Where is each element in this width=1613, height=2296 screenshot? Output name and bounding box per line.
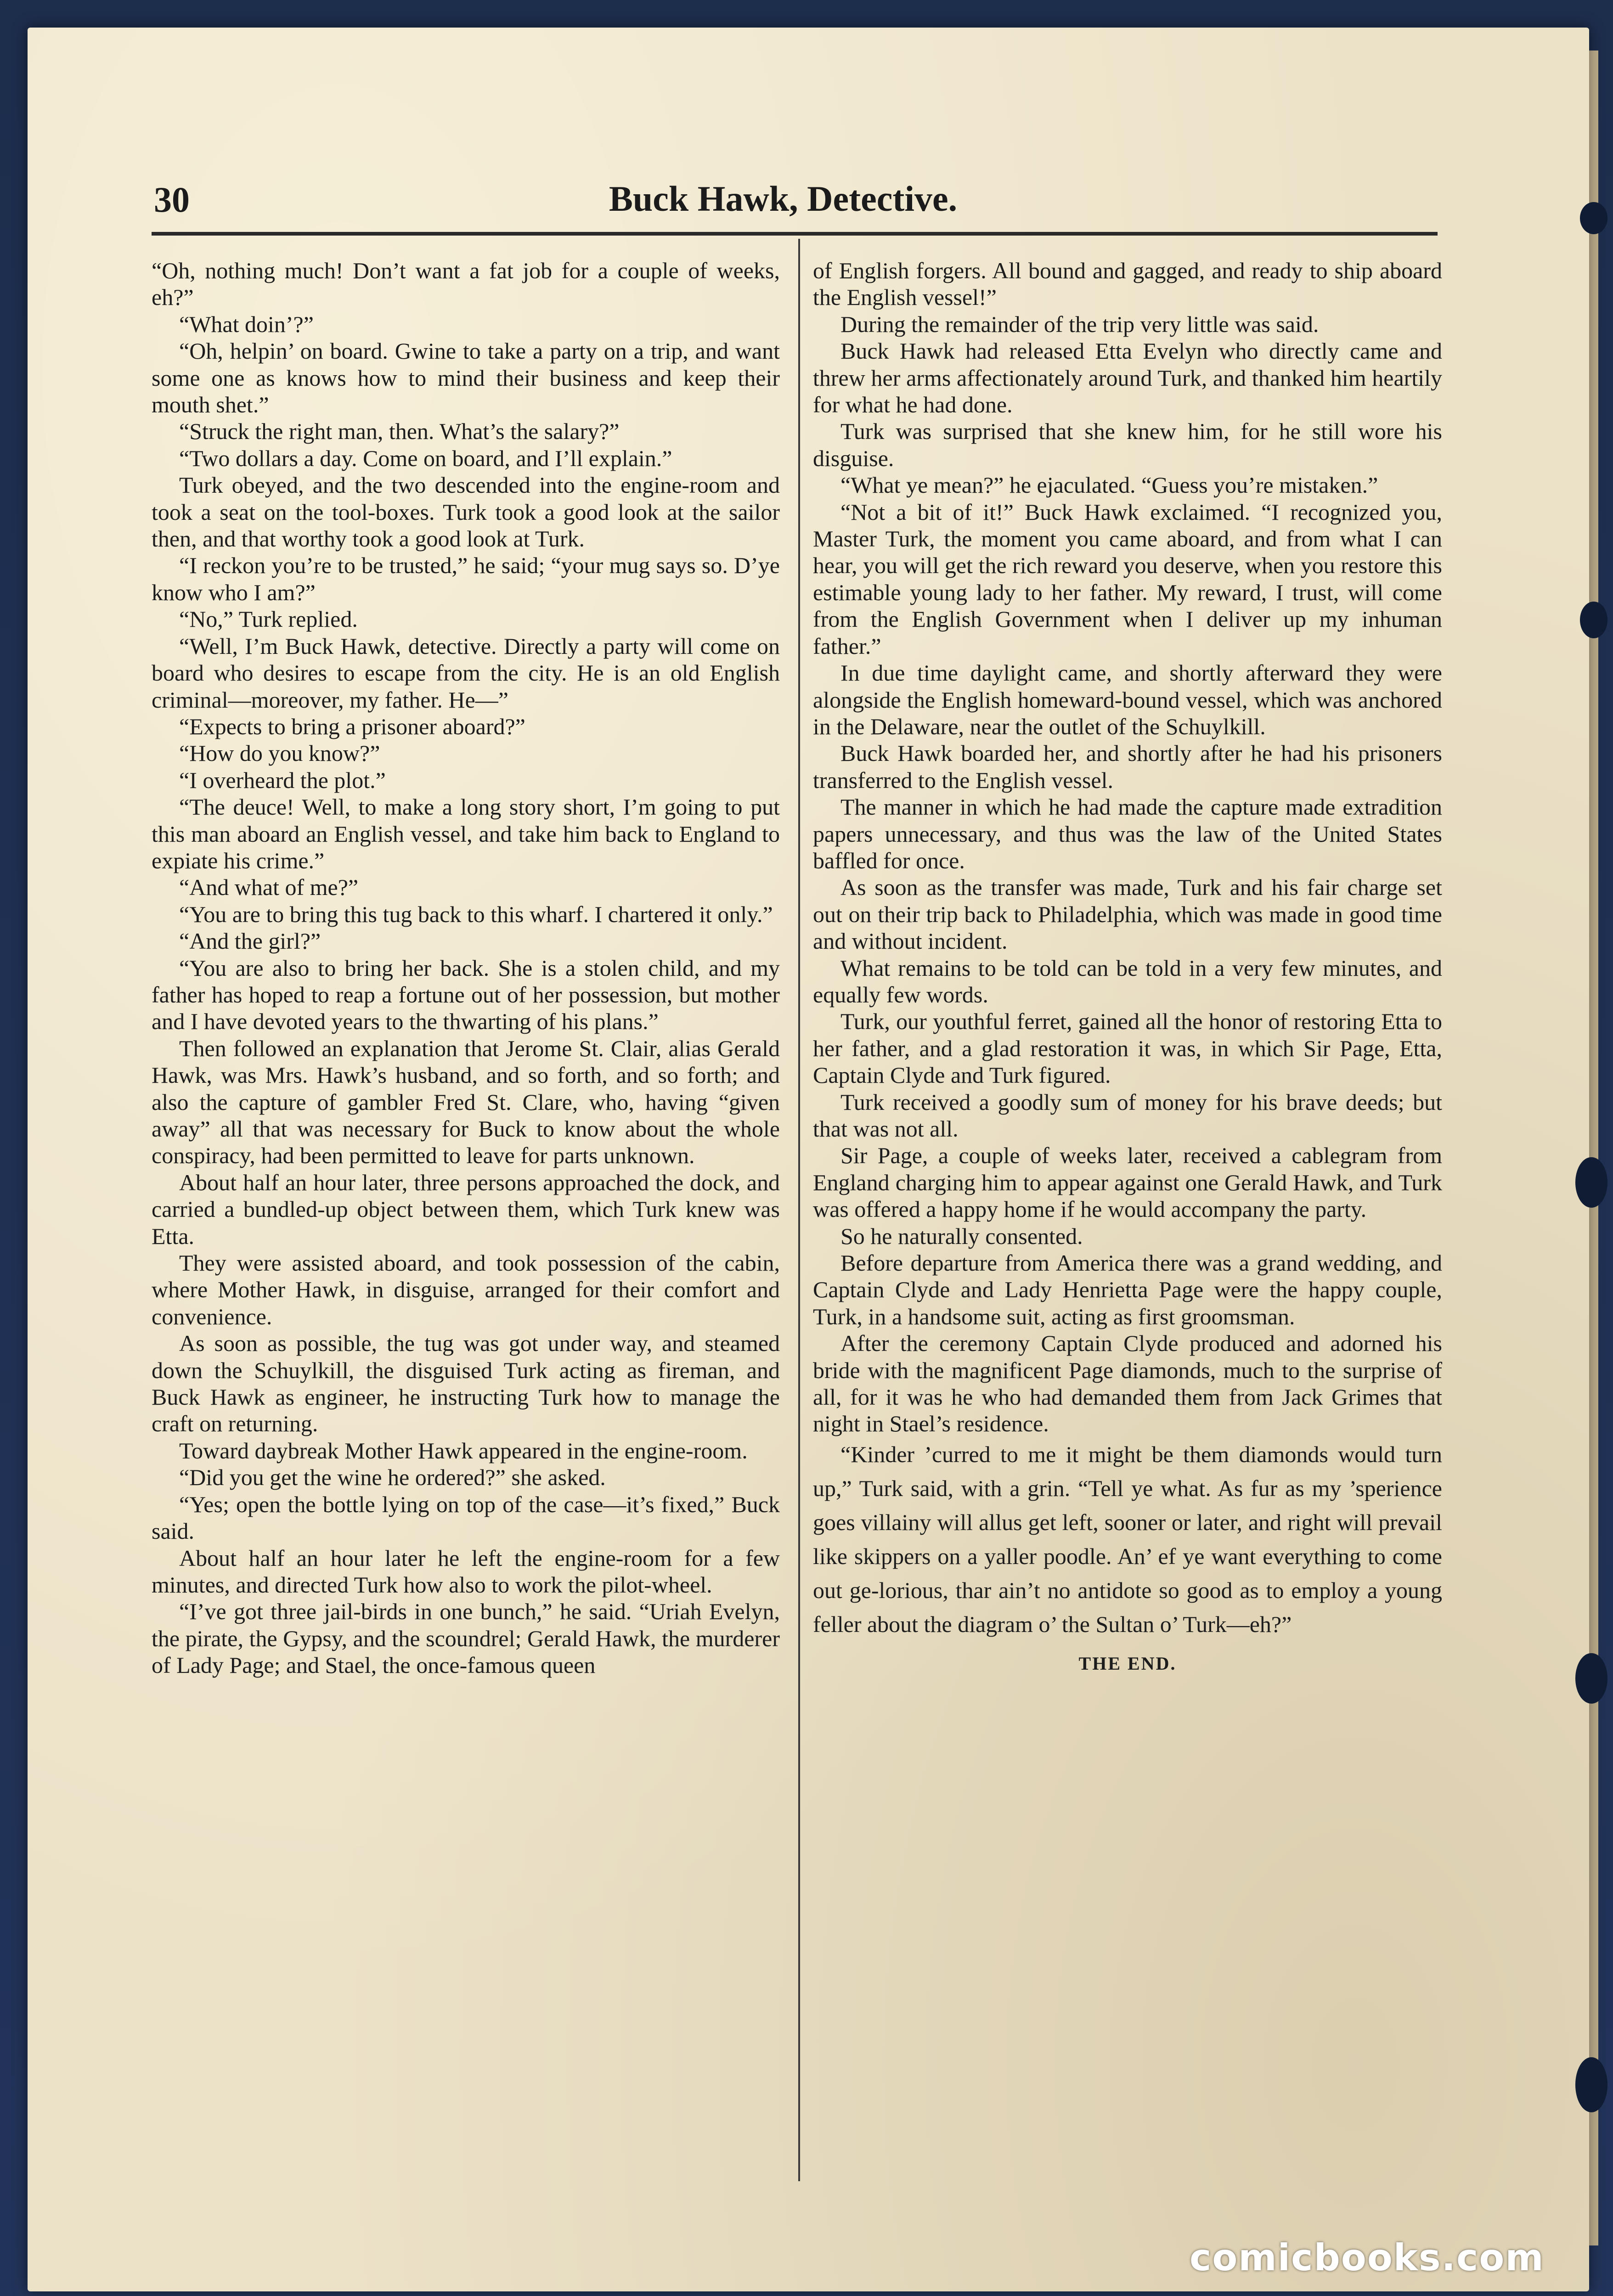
paragraph: In due time daylight came, and shortly afterward they were alongside the English homeward-bound vessel, which was anchored in the Delaware, near the outlet of the Schuylkill.: [813, 660, 1442, 739]
paragraph: Turk, our youthful ferret, gained all the honor of restoring Etta to her father, and a glad restoration it was, in which Sir Page, Etta, Captain Clyde and Turk figured.: [813, 1008, 1442, 1088]
paragraph: “Oh, nothing much! Don’t want a fat job for a couple of weeks, eh?”: [152, 258, 780, 310]
paragraph: Toward daybreak Mother Hawk appeared in the engine-room.: [179, 1437, 748, 1463]
paragraph: “I reckon you’re to be trusted,” he said; “your mug says so. D’ye know who I am?”: [152, 552, 780, 605]
paragraph: “Struck the right man, then. What’s the salary?”: [179, 418, 620, 445]
paragraph: “Expects to bring a prisoner aboard?”: [179, 713, 525, 739]
watermark-logo: comicbooks.com: [1190, 2236, 1545, 2279]
paragraph: “What ye mean?” he ejaculated. “Guess you’re mistaken.”: [840, 472, 1378, 498]
paragraph: Sir Page, a couple of weeks later, received a cablegram from England charging him to appear against one Gerald Hawk, and Turk was offered a happy home if he would accompany the party.: [813, 1142, 1442, 1222]
paragraph: “The deuce! Well, to make a long story short, I’m going to put this man aboard an English vessel, and take him back to England to expiate his crime.”: [152, 794, 780, 873]
paragraph: “Not a bit of it!” Buck Hawk exclaimed. “I recognized you, Master Turk, the moment you came aboard, and from what I can hear, you will get the rich reward you deserve, when you restore this estimable young lady to her father. My reward, I trust, will come from the English Government when I deliver up my inhuman father.”: [813, 499, 1442, 659]
paragraph: “Two dollars a day. Come on board, and I’ll explain.”: [179, 445, 672, 471]
paragraph: “I’ve got three jail-birds in one bunch,” he said. “Uriah Evelyn, the pirate, the Gypsy, and the scoundrel; Gerald Hawk, the murderer of Lady Page; and Stael, the once-famous queen: [152, 1598, 780, 1678]
binding-hole: [1575, 2057, 1607, 2112]
running-title: Buck Hawk, Detective.: [609, 179, 958, 219]
paragraph: Before departure from America there was a grand wedding, and Captain Clyde and Lady Henrietta Page were the happy couple, Turk, in a handsome suit, acting as first groomsman.: [813, 1250, 1442, 1329]
paragraph: About half an hour later he left the engine-room for a few minutes, and directed Turk how also to work the pilot-wheel.: [152, 1545, 780, 1598]
left-column: [152, 257, 780, 1679]
binding-hole: [1575, 1157, 1607, 1208]
page-header: [122, 174, 1444, 229]
paragraph: As soon as possible, the tug was got under way, and steamed down the Schuylkill, the disguised Turk acting as fireman, and Buck Hawk as engineer, he instructing Turk how to manage the craft on returning.: [152, 1330, 780, 1437]
paragraph: After the ceremony Captain Clyde produced and adorned his bride with the magnificent Page diamonds, much to the surprise of all, for it was he who had demanded them from Jack Grimes that night in Stael’s residence.: [813, 1330, 1442, 1437]
paragraph: Then followed an explanation that Jerome St. Clair, alias Gerald Hawk, was Mrs. Hawk’s husband, and so forth, and so forth; and also the capture of gambler Fred St. Clare, who, having “given away” all that was necessary for Buck to know about the whole conspiracy, had been permitted to leave for parts unknown.: [152, 1035, 780, 1169]
paragraph: Turk received a goodly sum of money for his brave deeds; but that was not all.: [813, 1089, 1442, 1142]
binding-hole: [1575, 1653, 1607, 1704]
paragraph: So he naturally consented.: [840, 1223, 1083, 1249]
paragraph: “Yes; open the bottle lying on top of the case—it’s fixed,” Buck said.: [152, 1491, 780, 1544]
right-column: [813, 257, 1442, 1677]
paragraph: “You are to bring this tug back to this wharf. I chartered it only.”: [179, 901, 773, 927]
paragraph: Buck Hawk boarded her, and shortly after he had his prisoners transferred to the English vessel.: [813, 740, 1442, 793]
column-divider: [798, 239, 800, 2181]
paragraph: “How do you know?”: [179, 740, 380, 766]
paragraph: They were assisted aboard, and took possession of the cabin, where Mother Hawk, in disguise, arranged for their comfort and convenience.: [152, 1250, 780, 1329]
paragraph: “And what of me?”: [179, 874, 359, 900]
page-number: 30: [154, 180, 190, 219]
paragraph: “What doin’?”: [179, 311, 314, 337]
paragraph: “Oh, helpin’ on board. Gwine to take a party on a trip, and want some one as knows how to mind their business and keep their mouth shet.”: [152, 338, 780, 418]
paragraph: Buck Hawk had released Etta Evelyn who directly came and threw her arms affectionately around Turk, and thanked him heartily for what he had done.: [813, 338, 1442, 418]
paragraph: “Kinder ’curred to me it might be them diamonds would turn up,” Turk said, with a grin. “Tell ye what. As fur as my ’sperience goes villainy will allus get left, sooner or later, and right will prevail like skippers on a yaller poodle. An’ ef ye want everything to come out ge-lorious, thar ain’t no antidote so good as to employ a young feller about the diagram o’ the Sultan o’ Turk—eh?”: [813, 1441, 1442, 1637]
paragraph: “Did you get the wine he ordered?” she asked.: [179, 1464, 606, 1491]
header-rule: [152, 232, 1438, 236]
binding-hole: [1580, 202, 1607, 234]
paragraph: What remains to be told can be told in a very few minutes, and equally few words.: [813, 955, 1442, 1007]
paragraph: “Well, I’m Buck Hawk, detective. Directly a party will come on board who desires to escape from the city. He is an old English criminal—moreover, my father. He—”: [152, 633, 780, 713]
paragraph: About half an hour later, three persons approached the dock, and carried a bundled-up object between them, which Turk knew was Etta.: [152, 1169, 780, 1249]
paragraph: During the remainder of the trip very little was said.: [840, 311, 1319, 337]
paragraph: The manner in which he had made the capture made extradition papers unnecessary, and thus was the law of the United States baffled for once.: [813, 794, 1442, 873]
paragraph: Turk obeyed, and the two descended into the engine-room and took a seat on the tool-boxes. Turk took a good look at the sailor then, and that worthy took a good look at Turk.: [152, 472, 780, 552]
paragraph: As soon as the transfer was made, Turk and his fair charge set out on their trip back to Philadelphia, which was made in good time and without incident.: [813, 874, 1442, 954]
binding-hole: [1580, 602, 1607, 638]
paragraph: “I overheard the plot.”: [179, 767, 386, 793]
paragraph: “You are also to bring her back. She is a stolen child, and my father has hoped to reap a fortune out of her possession, but mother and I have devoted years to the thwarting of his plans.”: [152, 955, 780, 1035]
paragraph: “No,” Turk replied.: [179, 606, 358, 632]
paragraph: Turk was surprised that she knew him, for he still wore his disguise.: [813, 418, 1442, 471]
paragraph: of English forgers. All bound and gagged, and ready to ship aboard the English vessel!”: [813, 258, 1442, 310]
paragraph: “And the girl?”: [179, 928, 321, 954]
the-end-label: THE END.: [1078, 1653, 1177, 1674]
